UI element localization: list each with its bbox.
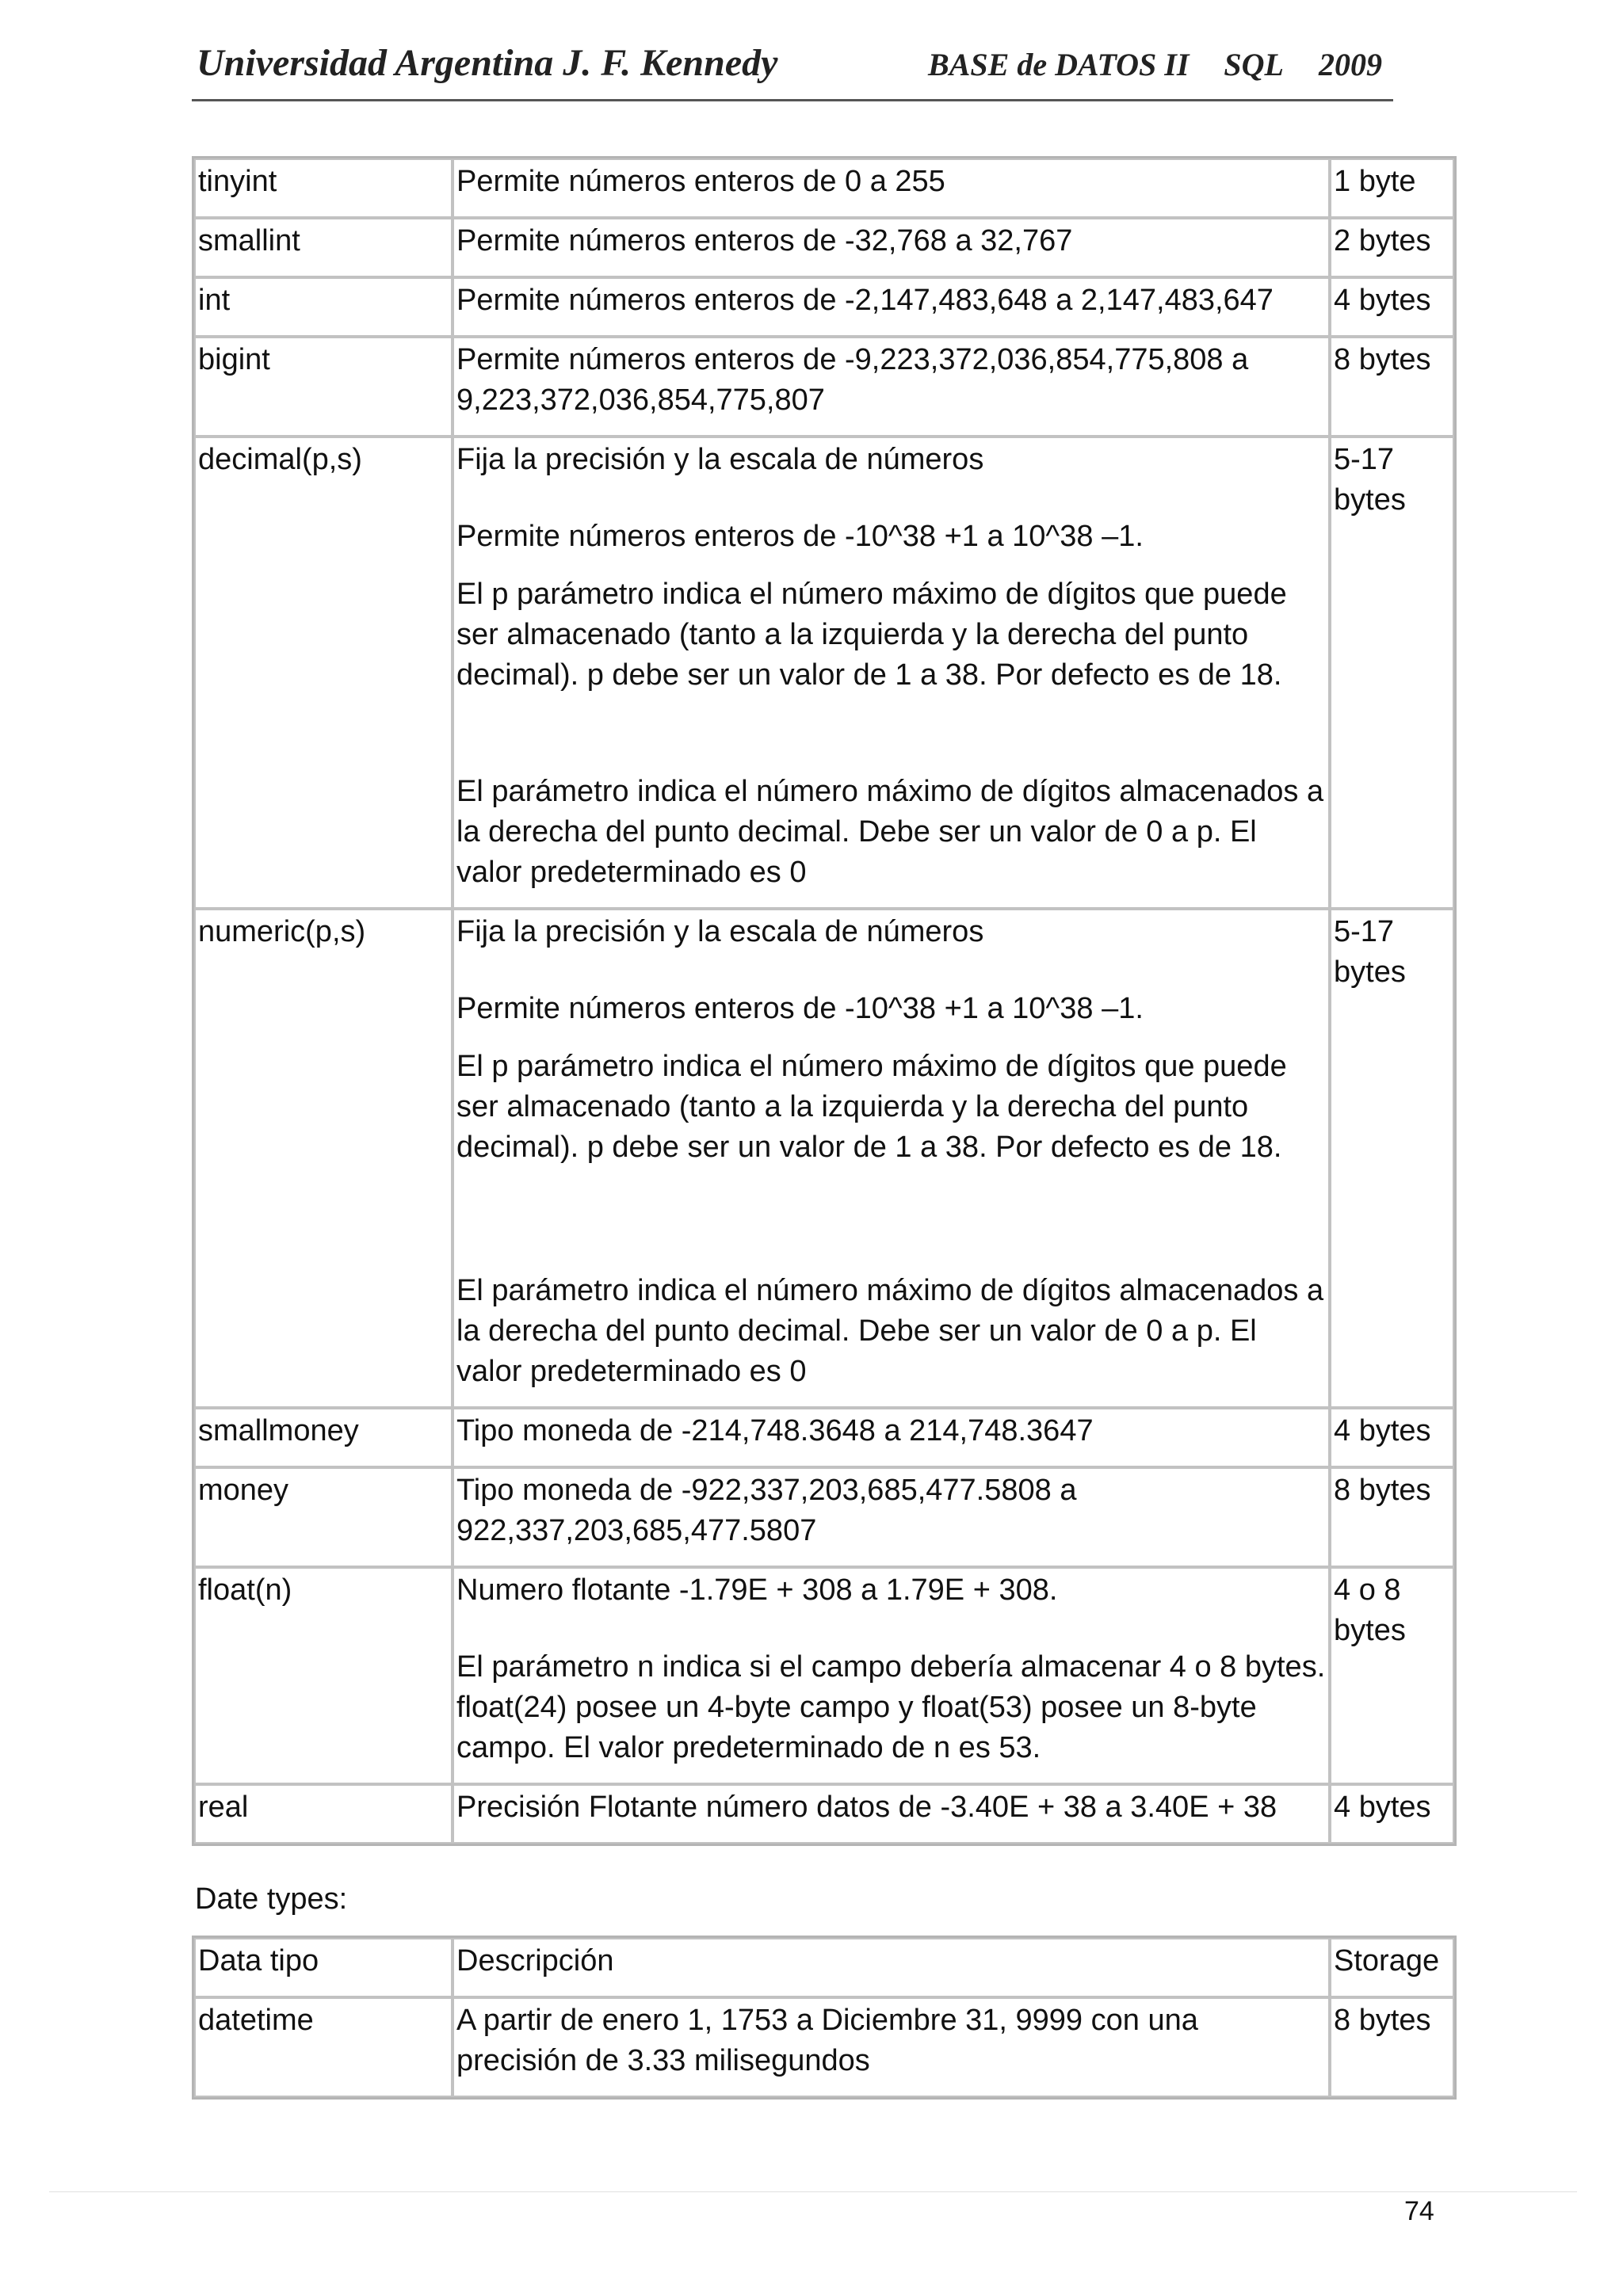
storage-cell: 4 bytes (1330, 277, 1454, 337)
type-cell: decimal(p,s) (194, 437, 453, 909)
description-cell: Permite números enteros de -32,768 a 32,767 (453, 218, 1330, 277)
description-cell: Fija la precisión y la escala de números Permite números enteros de -10^38 +1 a 10^38 –1. El p parámetro indica el número máximo de dígitos que puede ser almacenado (tanto a la izquierda y la derecha del punto decimal). p debe ser un valor de 1 a 38. Por defecto es de 18. El parámetro indica el número máximo de dígitos almacenados a la derecha del punto decimal. Debe ser un valor de 0 a p. El valor predeterminado es 0 (453, 909, 1330, 1408)
storage-cell: 4 bytes (1330, 1408, 1454, 1467)
description-cell: Precisión Flotante número datos de -3.40E + 38 a 3.40E + 38 (453, 1784, 1330, 1844)
table-header-row (194, 1938, 1454, 1997)
table-row (194, 158, 1454, 218)
table-row (194, 437, 1454, 909)
course-topic: SQL (1224, 47, 1284, 82)
description-cell: Tipo moneda de -922,337,203,685,477.5808 a 922,337,203,685,477.5807 (453, 1467, 1330, 1567)
date-types-heading: Date types: (195, 1882, 348, 1916)
table-row (194, 1567, 1454, 1784)
storage-cell: 1 byte (1330, 158, 1454, 218)
storage-cell: 8 bytes (1330, 337, 1454, 437)
table-row (194, 218, 1454, 277)
type-cell: numeric(p,s) (194, 909, 453, 1408)
page-header (192, 32, 1393, 101)
storage-cell: 5-17 bytes (1330, 437, 1454, 909)
table-row (194, 1408, 1454, 1467)
header-storage-cell: Storage (1330, 1938, 1454, 1997)
table-row (194, 1467, 1454, 1567)
storage-cell: 5-17 bytes (1330, 909, 1454, 1408)
description-cell: Tipo moneda de -214,748.3648 a 214,748.3647 (453, 1408, 1330, 1467)
type-cell: int (194, 277, 453, 337)
university-name: Universidad Argentina J. F. Kennedy (197, 42, 778, 84)
description-cell: Fija la precisión y la escala de números Permite números enteros de -10^38 +1 a 10^38 –1. El p parámetro indica el número máximo de dígitos que puede ser almacenado (tanto a la izquierda y la derecha del punto decimal). p debe ser un valor de 1 a 38. Por defecto es de 18. El parámetro indica el número máximo de dígitos almacenados a la derecha del punto decimal. Debe ser un valor de 0 a p. El valor predeterminado es 0 (453, 437, 1330, 909)
storage-cell: 4 bytes (1330, 1784, 1454, 1844)
storage-cell: 8 bytes (1330, 1467, 1454, 1567)
type-cell: tinyint (194, 158, 453, 218)
table-row (194, 277, 1454, 337)
header-type-cell: Data tipo (194, 1938, 453, 1997)
description-cell: A partir de enero 1, 1753 a Diciembre 31, 9999 con una precisión de 3.33 milisegundos (453, 1997, 1330, 2097)
type-cell: real (194, 1784, 453, 1844)
course-year: 2009 (1319, 47, 1382, 82)
table-row (194, 337, 1454, 437)
type-cell: smallmoney (194, 1408, 453, 1467)
type-cell: datetime (194, 1997, 453, 2097)
table-row (194, 1997, 1454, 2097)
footer-divider (49, 2191, 1577, 2192)
page-number: 74 (1404, 2196, 1434, 2226)
date-types-table (192, 1936, 1457, 2100)
type-cell: float(n) (194, 1567, 453, 1784)
type-cell: smallint (194, 218, 453, 277)
type-cell: money (194, 1467, 453, 1567)
storage-cell: 4 o 8 bytes (1330, 1567, 1454, 1784)
table-row (194, 909, 1454, 1408)
description-cell: Permite números enteros de -2,147,483,648 a 2,147,483,647 (453, 277, 1330, 337)
table-row (194, 1784, 1454, 1844)
description-cell: Permite números enteros de 0 a 255 (453, 158, 1330, 218)
type-cell: bigint (194, 337, 453, 437)
numeric-types-table (192, 156, 1457, 1846)
description-cell: Numero flotante -1.79E + 308 a 1.79E + 308. El parámetro n indica si el campo debería almacenar 4 o 8 bytes. float(24) posee un 4-byte campo y float(53) posee un 8-byte campo. El valor predeterminado de n es 53. (453, 1567, 1330, 1784)
storage-cell: 2 bytes (1330, 218, 1454, 277)
course-name: BASE de DATOS II (928, 47, 1190, 82)
description-cell: Permite números enteros de -9,223,372,036,854,775,808 a 9,223,372,036,854,775,807 (453, 337, 1330, 437)
storage-cell: 8 bytes (1330, 1997, 1454, 2097)
header-course-info (928, 46, 1382, 83)
header-description-cell: Descripción (453, 1938, 1330, 1997)
